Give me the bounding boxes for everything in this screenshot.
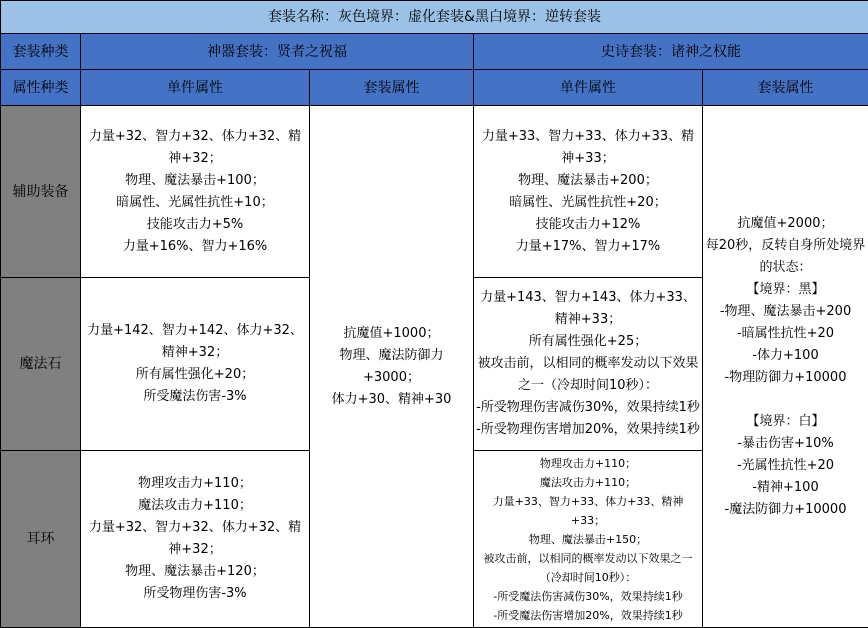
- earring-set-a-single: [81, 451, 310, 628]
- attr-line: 力量+16%、智力+16%: [83, 236, 307, 258]
- attr-line: 魔法攻击力+110；: [476, 473, 700, 492]
- attr-line: 所有属性强化+20；: [83, 364, 307, 386]
- attr-line: 物理、魔法暴击+100；: [83, 170, 307, 192]
- attr-line: 物理攻击力+110；: [83, 473, 307, 495]
- aux-set-b-single: [474, 106, 703, 278]
- category-magic-stone: 魔法石: [1, 278, 81, 451]
- attr-line: 力量+32、智力+32、体力+32、精神+32；: [83, 126, 307, 170]
- bonus-line: -物理防御力+10000: [705, 367, 866, 389]
- table-row: [1, 106, 868, 278]
- bonus-line: -体力+100: [705, 345, 866, 367]
- stone-set-a-single: [81, 278, 310, 451]
- attr-line: 力量+143、智力+143、体力+33、精神+33；: [476, 287, 700, 331]
- attr-line: -所受物理伤害减伤30%，效果持续1秒: [476, 397, 700, 419]
- bonus-line: 【境界：黑】: [705, 279, 866, 301]
- attr-line: -所受魔法伤害增加20%，效果持续1秒: [476, 606, 700, 625]
- set-b-set-header: 套装属性: [703, 70, 868, 106]
- attr-line: 力量+32、智力+32、体力+32、精神+32；: [83, 517, 307, 561]
- attr-line: 力量+33、智力+33、体力+33、精神+33；: [476, 492, 700, 530]
- stone-set-b-single: [474, 278, 703, 451]
- bonus-line: 【境界：白】: [705, 411, 866, 433]
- attr-line: 物理、魔法暴击+150；: [476, 530, 700, 549]
- attr-line: 力量+142、智力+142、体力+32、精神+32；: [83, 320, 307, 364]
- bonus-line: 抗魔值+1000；: [312, 323, 471, 345]
- set-a-name: 神器套装：贤者之祝福: [81, 34, 474, 70]
- attr-line: 暗属性、光属性抗性+20；: [476, 192, 700, 214]
- bonus-line: -暗属性抗性+20: [705, 323, 866, 345]
- bonus-line: -物理、魔法暴击+200: [705, 301, 866, 323]
- attr-line: -所受物理伤害增加20%，效果持续1秒: [476, 419, 700, 441]
- attr-line: -所受魔法伤害减伤30%，效果持续1秒: [476, 587, 700, 606]
- bonus-line: 体力+30、精神+30: [312, 389, 471, 411]
- attr-line: 被攻击前，以相同的概率发动以下效果之一（冷却时间10秒）：: [476, 549, 700, 587]
- attr-line: 被攻击前，以相同的概率发动以下效果之一（冷却时间10秒）：: [476, 353, 700, 397]
- set-a-bonus: [310, 106, 474, 628]
- attr-line: 力量+33、智力+33、体力+33、精神+33；: [476, 126, 700, 170]
- attr-line: 物理攻击力+110；: [476, 454, 700, 473]
- attr-line: 魔法攻击力+110；: [83, 495, 307, 517]
- attr-line: 暗属性、光属性抗性+10；: [83, 192, 307, 214]
- bonus-spacer: [705, 389, 866, 411]
- set-b-single-header: 单件属性: [474, 70, 703, 106]
- aux-set-a-single: [81, 106, 310, 278]
- bonus-line: -光属性抗性+20: [705, 455, 866, 477]
- table-title: 套装名称：灰色境界：虚化套装&黑白境界：逆转套装: [1, 1, 868, 34]
- bonus-line: 物理、魔法防御力+3000；: [312, 345, 471, 389]
- attr-line: 所受物理伤害-3%: [83, 583, 307, 605]
- attr-type-header: 属性种类: [1, 70, 81, 106]
- attr-line: 物理、魔法暴击+120；: [83, 561, 307, 583]
- bonus-line: 每20秒，反转自身所处境界的状态：: [705, 235, 866, 279]
- bonus-line: -魔法防御力+10000: [705, 499, 866, 521]
- attr-line: 所有属性强化+25；: [476, 331, 700, 353]
- bonus-line: -精神+100: [705, 477, 866, 499]
- set-a-single-header: 单件属性: [81, 70, 310, 106]
- set-a-set-header: 套装属性: [310, 70, 474, 106]
- set-b-bonus: [703, 106, 868, 628]
- earring-set-b-single: [474, 451, 703, 628]
- attr-line: 物理、魔法暴击+200；: [476, 170, 700, 192]
- category-earring: 耳环: [1, 451, 81, 628]
- set-b-name: 史诗套装：诸神之权能: [474, 34, 868, 70]
- attr-line: 所受魔法伤害-3%: [83, 386, 307, 408]
- attr-line: 技能攻击力+5%: [83, 214, 307, 236]
- set-type-header: 套装种类: [1, 34, 81, 70]
- category-aux: 辅助装备: [1, 106, 81, 278]
- bonus-line: -暴击伤害+10%: [705, 433, 866, 455]
- attr-line: 技能攻击力+12%: [476, 214, 700, 236]
- attr-line: 力量+17%、智力+17%: [476, 236, 700, 258]
- bonus-line: 抗魔值+2000；: [705, 213, 866, 235]
